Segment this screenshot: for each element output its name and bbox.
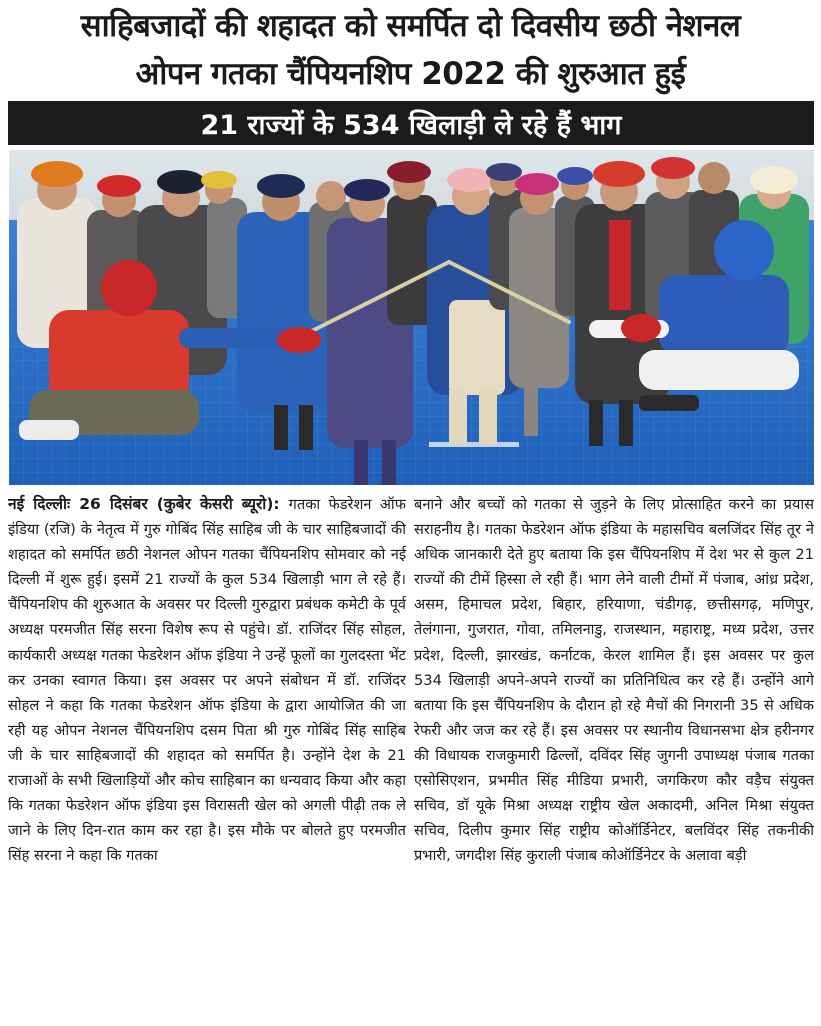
subheadline-banner — [8, 101, 814, 145]
news-photo — [9, 150, 814, 485]
headline-line-2: ओपन गतका चैंपियनशिप 2022 की शुरुआत हुई — [135, 56, 686, 92]
article-right-text: बनाने और बच्चों को गतका से जुड़ने के लिए प्रोत्साहित करने का प्रयास सराहनीय है। गतका फेडरेशन ऑफ इंडिया के महासचिव बलजिंदर सिंह तूर ने अधिक जानकारी देते हुए बताया कि इस चैंपियनशिप में देश भर से कुल 21 राज्यों की टीमें हिस्सा ले रही हैं। भाग लेने वाली टीमों में पंजाब, आंध्र प्रदेश, असम, हिमाचल प्रदेश, बिहार, हरियाणा, चंडीगढ़, छत्तीसगढ़, मणिपुर, तेलंगाना, गुजरात, गोवा, तमिलनाडु, राजस्थान, महाराष्ट्र, मध्य प्रदेश, उत्तर प्रदेश, दिल्ली, झारखंड, कर्नाटक, केरल शामिल हैं। इस अवसर पर कुल 534 खिलाड़ी अपने-अपने राज्यों का प्रतिनिधित्व कर रहे हैं। उन्होंने आगे बताया कि इस चैंपियनशिप के दौरान हो रहे मैचों की निगरानी 35 से अधिक रेफरी और जज कर रहे हैं। इस अवसर पर स्थानीय विधानसभा क्षेत्र हरीनगर की विधायक राजकुमारी ढिल्लों, दविंदर सिंह जुगनी उपाध्यक्ष पंजाब गतका एसोसिएशन, प्रभमीत सिंह मीडिया प्रभारी, जगकिरण कौर वड़ैच संयुक्त सचिव, डॉ यूके मिश्रा अध्यक्ष राष्ट्रीय खेल अकादमी, अनिल मिश्रा संयुक्त सचिव, दिलीप कुमार सिंह राष्ट्रीय कोऑर्डिनेटर, बलविंदर सिंह तकनीकी प्रभारी, जगदीश सिंह कुराली पंजाब कोऑर्डिनेटर के अलावा बड़ी — [414, 496, 814, 865]
article-left-text: गतका फेडरेशन ऑफ इंडिया (रजि) के नेतृत्व में गुरु गोबिंद सिंह साहिब जी के चार साहिबजादों की शहादत को समर्पित छठी नेशनल ओपन गतका चैंपियनशिप सोमवार को नई दिल्ली में शुरू हुई। इसमें 21 राज्यों के कुल 534 खिलाड़ी भाग ले रहे हैं। चैंपियनशिप की शुरुआत के अवसर पर दिल्ली गुरुद्वारा प्रबंधक कमेटी के पूर्व अध्यक्ष परमजीत सिंह सरना विशेष रूप से पहुंचे। डॉ. राजिंदर सिंह सोहल, कार्यकारी अध्यक्ष गतका फेडरेशन ऑफ इंडिया ने उन्हें फूलों का गुलदस्ता भेंट कर उनका स्वागत किया। इस अवसर पर अपने संबोधन में डॉ. राजिंदर सोहल ने कहा कि गतका फेडरेशन ऑफ इंडिया के द्वारा आयोजित की जा रही यह ओपन नेशनल चैंपियनशिप दसम पिता श्री गुरु गोबिंद सिंह साहिब जी के चार साहिबजादों की शहादत को समर्पित है। उन्होंने देश के 21 राजाओं के सभी खिलाड़ियों और कोच साहिबान का धन्यवाद किया और कहा कि गतका फेडरेशन ऑफ इंडिया इस विरासती खेल को अगली पीढ़ी तक ले जाने के लिए दिन-रात काम कर रहा है। इस मौके पर बोलते हुए परमजीत सिंह सरना ने कहा कि गतका — [8, 496, 406, 865]
headline-line-1: साहिबजादों की शहादत को समर्पित दो दिवसीय छठी नेशनल — [80, 8, 741, 44]
article-column-right — [414, 492, 814, 1026]
photo-illustration — [9, 150, 814, 485]
subheadline-text: 21 राज्यों के 534 खिलाड़ी ले रहे हैं भाग — [200, 109, 622, 141]
article-column-left — [8, 492, 406, 1026]
article-dateline: नई दिल्लीः 26 दिसंबर (कुबेर केसरी ब्यूरो): — [8, 495, 289, 513]
